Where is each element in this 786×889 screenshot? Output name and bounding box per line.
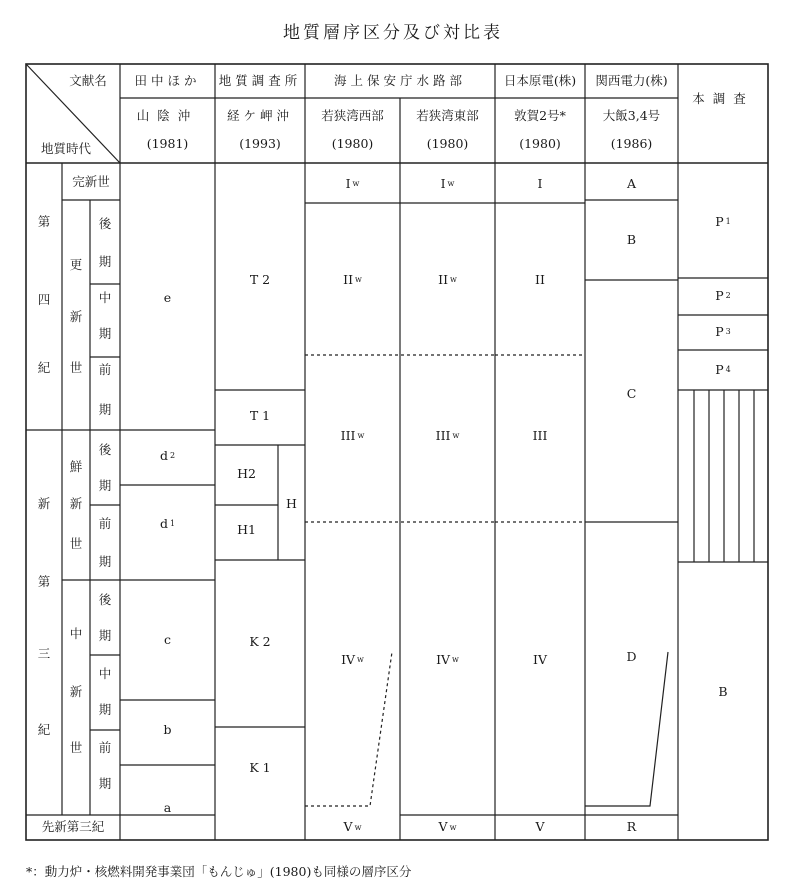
gsj-unit-t1: T 1 [249, 407, 271, 423]
kaijo-west-unit-2: II w [343, 271, 362, 287]
genden-unit-5: V [535, 819, 545, 835]
epoch-pliocene-1: 鮮 [69, 458, 83, 474]
sub-plio-late-1: 後 [98, 441, 112, 457]
kaijo-east-unit-3: III w [435, 427, 460, 443]
tanaka-unit-d2: d 2 [159, 447, 176, 463]
study-unit-p3: P 3 [715, 323, 731, 339]
sub-mio-middle-2: 期 [98, 701, 112, 717]
gsj-unit-h1: H1 [237, 521, 256, 537]
kaijo-west-unit-3: III w [340, 427, 365, 443]
header-kansai-year: (1986) [610, 135, 653, 151]
kansai-unit-r: R [626, 819, 637, 835]
era-neogene-1: 新 [37, 495, 51, 511]
footnote: *：動力炉・核燃料開発事業団「もんじゅ」(1980)も同様の層序区分 [26, 864, 412, 879]
gsj-unit-t2: T 2 [249, 271, 271, 287]
header-tanaka-name: 田中ほか [134, 72, 201, 88]
study-unit-p2: P 2 [715, 287, 731, 303]
header-genden-name: 日本原電(株) [503, 72, 577, 88]
sub-mio-early-1: 前 [98, 739, 112, 755]
header-genden-area: 敦賀2号* [514, 107, 566, 123]
tanaka-unit-e: e [163, 289, 172, 305]
epoch-pleistocene-2: 新 [69, 308, 83, 324]
genden-unit-1: I [537, 175, 543, 191]
sub-plio-late-2: 期 [98, 477, 112, 493]
header-tanaka-year: (1981) [146, 135, 189, 151]
header-corner-top: 文献名 [69, 72, 107, 88]
sub-pleist-late-2: 期 [98, 253, 112, 269]
tanaka-unit-a: a [163, 799, 172, 815]
header-corner-bottom: 地質時代 [40, 140, 91, 156]
epoch-pliocene-2: 新 [69, 495, 83, 511]
header-tanaka-area: 山陰沖 [136, 107, 199, 123]
header-kaijo-west-area: 若狭湾西部 [321, 107, 384, 123]
sub-plio-early-2: 期 [98, 553, 112, 569]
epoch-pre-neogene: 先新第三紀 [41, 819, 105, 835]
epoch-miocene-3: 世 [69, 739, 83, 755]
epoch-miocene-2: 新 [69, 683, 83, 699]
sub-pleist-middle-2: 期 [98, 325, 112, 341]
sub-mio-late-2: 期 [98, 627, 112, 643]
header-kaijo-west-year: (1980) [331, 135, 374, 151]
header-gsj-area: 経ケ岬沖 [226, 107, 293, 123]
gsj-unit-k2: K 2 [249, 633, 271, 649]
header-gsj-year: (1993) [239, 135, 281, 151]
era-neogene-2: 第 [37, 573, 51, 589]
kaijo-west-unit-5: V w [343, 819, 362, 835]
era-neogene-4: 紀 [37, 721, 51, 737]
sub-pleist-middle-1: 中 [98, 289, 112, 305]
genden-unit-3: III [532, 427, 548, 443]
gsj-unit-h: H [286, 495, 297, 511]
era-quaternary-2: 四 [37, 291, 51, 307]
sub-plio-early-1: 前 [98, 515, 112, 531]
epoch-holocene: 完新世 [72, 173, 110, 189]
epoch-pleistocene-3: 世 [69, 359, 83, 375]
gsj-unit-k1: K 1 [249, 759, 271, 775]
header-kansai-area: 大飯3,4号 [602, 107, 661, 123]
kaijo-east-unit-2: II w [438, 271, 457, 287]
sub-mio-middle-1: 中 [98, 665, 112, 681]
header-this-study: 本調査 [692, 90, 754, 106]
era-quaternary-3: 紀 [37, 359, 51, 375]
era-neogene-3: 三 [37, 645, 51, 661]
header-kaijo-name: 海上保安庁水路部 [333, 72, 466, 88]
study-unit-b: B [718, 683, 728, 699]
header-kaijo-east-area: 若狭湾東部 [416, 107, 479, 123]
sub-pleist-early-2: 期 [98, 401, 112, 417]
page-title: 地質層序区分及び対比表 [283, 23, 503, 43]
header-gsj-name: 地質調査所 [218, 72, 302, 88]
tanaka-unit-c: c [163, 631, 171, 647]
kaijo-east-unit-1: I w [440, 175, 455, 191]
sub-mio-late-1: 後 [98, 591, 112, 607]
header-kaijo-east-year: (1980) [426, 135, 469, 151]
kaijo-east-unit-4: IV w [436, 651, 459, 667]
kansai-unit-d: D [626, 648, 637, 664]
gsj-unit-h2: H2 [237, 465, 256, 481]
tanaka-unit-b: b [163, 721, 172, 737]
epoch-pliocene-3: 世 [69, 535, 83, 551]
kansai-unit-b: B [626, 231, 637, 247]
kansai-unit-c: C [626, 385, 637, 401]
kaijo-east-unit-5: V w [438, 819, 457, 835]
kaijo-west-unit-1: I w [345, 175, 360, 191]
study-unit-p1: P 1 [715, 213, 731, 229]
sub-pleist-early-1: 前 [98, 361, 112, 377]
kansai-unit-a: A [626, 175, 637, 191]
study-unit-p4: P 4 [715, 361, 731, 377]
genden-unit-2: II [535, 271, 545, 287]
sub-pleist-late-1: 後 [98, 215, 112, 231]
epoch-miocene-1: 中 [69, 625, 83, 641]
epoch-pleistocene-1: 更 [69, 256, 83, 272]
genden-unit-4: IV [533, 651, 547, 667]
header-genden-year: (1980) [519, 135, 561, 151]
kaijo-west-unit-4: IV w [341, 651, 364, 667]
header-kansai-name: 関西電力(株) [595, 72, 668, 88]
era-quaternary-1: 第 [37, 213, 51, 229]
sub-mio-early-2: 期 [98, 775, 112, 791]
tanaka-unit-d1: d 1 [159, 515, 176, 531]
